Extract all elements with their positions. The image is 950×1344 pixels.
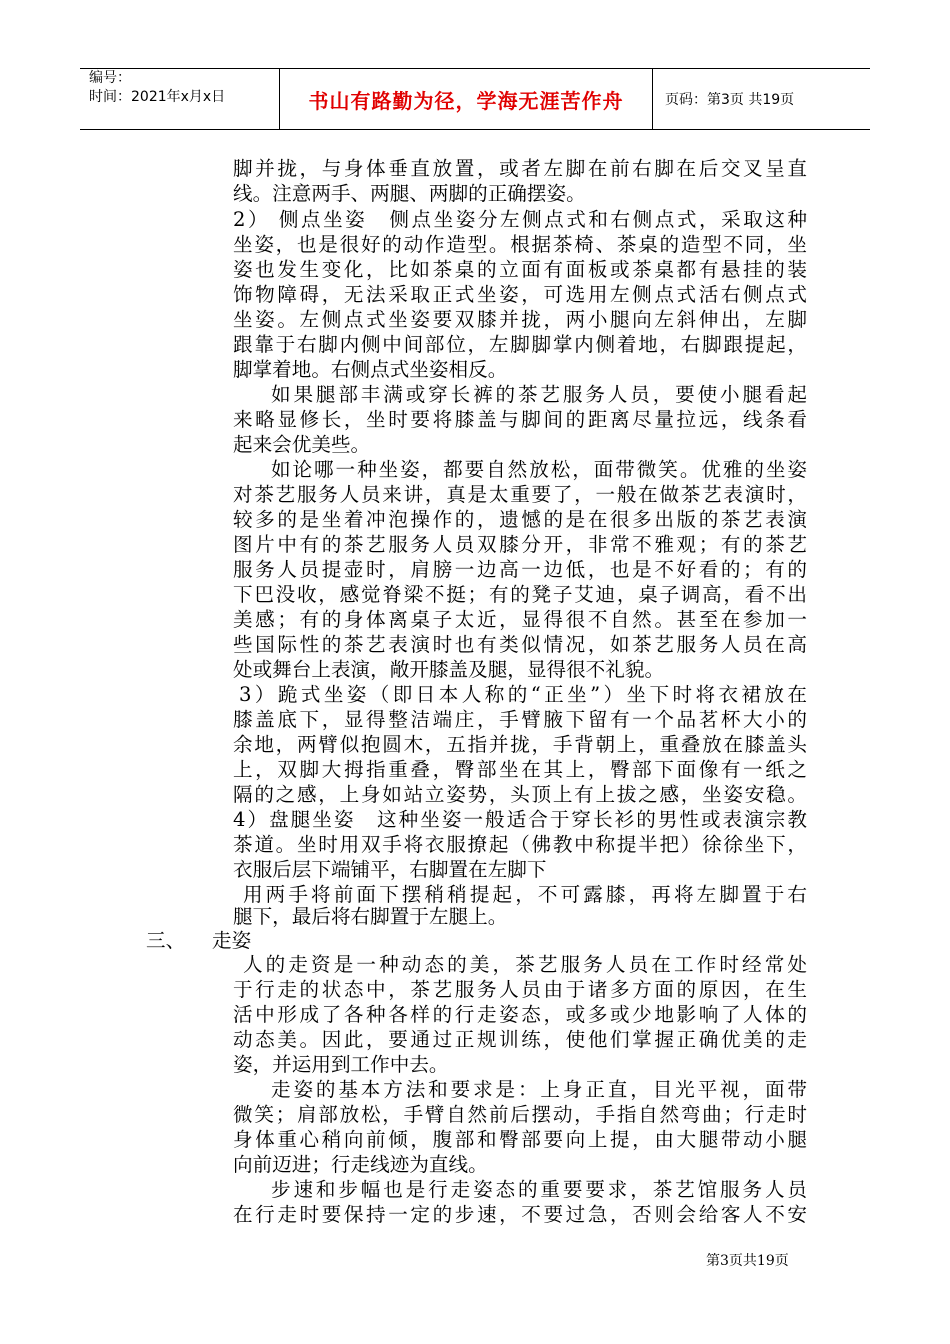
- text-line: 如果腿部丰满或穿长裤的茶艺服务人员，要使小腿看起: [271, 383, 807, 406]
- text-line: 步速和步幅也是行走姿态的重要要求，茶艺馆服务人员: [271, 1178, 807, 1201]
- text-line: 4）盘腿坐姿 这种坐姿一般适合于穿长衫的男性或表演宗教: [233, 808, 807, 831]
- text-line: 脚掌着地。右侧点式坐姿相反。: [233, 358, 508, 381]
- text-line: 活中形成了各种各样的行走姿态，或多或少地影响了人体的: [233, 1003, 807, 1026]
- text-line: 处或舞台上表演，敞开膝盖及腿，显得很不礼貌。: [233, 658, 665, 681]
- text-line: 来略显修长，坐时要将膝盖与脚间的距离尽量拉远，线条看: [233, 408, 807, 431]
- text-line: 上，双脚大拇指重叠，臀部坐在其上，臀部下面像有一纸之: [233, 758, 807, 781]
- text-line: 对茶艺服务人员来讲，真是太重要了，一般在做茶艺表演时，: [233, 483, 807, 506]
- text-line: 线。注意两手、两腿、两脚的正确摆姿。: [233, 182, 586, 205]
- text-line: 如论哪一种坐姿，都要自然放松，面带微笑。优雅的坐姿: [271, 458, 807, 481]
- document-code-label: 编号：: [89, 70, 131, 86]
- header-meta-cell: [80, 69, 280, 129]
- text-line: 姿也发生变化，比如茶桌的立面有面板或茶桌都有悬挂的装: [233, 258, 807, 281]
- header-motto: 书山有路勤为径，学海无涯苦作舟: [308, 88, 624, 113]
- document-header: [80, 68, 870, 130]
- text-line: 于行走的状态中，茶艺服务人员由于诸多方面的原因，在生: [233, 978, 807, 1001]
- text-line: 走姿的基本方法和要求是：上身正直，目光平视，面带: [271, 1078, 807, 1101]
- text-line: 些国际性的茶艺表演时也有类似情况，如茶艺服务人员在高: [233, 633, 807, 656]
- text-line: 美感；有的身体离桌子太近，显得很不自然。甚至在参加一: [233, 608, 807, 631]
- section-title: 走姿: [212, 929, 252, 952]
- text-line: 向前迈进；行走线迹为直线。: [233, 1153, 488, 1176]
- text-line: 在行走时要保持一定的步速，不要过急，否则会给客人不安: [233, 1203, 807, 1226]
- text-line: 坐姿。左侧点式坐姿要双膝并拢，两小腿向左斜伸出，左脚: [233, 308, 807, 331]
- text-line: 微笑；肩部放松，手臂自然前后摆动，手指自然弯曲；行走时: [233, 1103, 807, 1126]
- text-line: 坐姿，也是很好的动作造型。根据茶椅、茶桌的造型不同，坐: [233, 233, 807, 256]
- text-line: 较多的是坐着冲泡操作的，遗憾的是在很多出版的茶艺表演: [233, 508, 807, 531]
- text-line: 身体重心稍向前倾，腹部和臀部要向上提，由大腿带动小腿: [233, 1128, 807, 1151]
- text-line: 茶道。坐时用双手将衣服撩起（佛教中称提半把）徐徐坐下，: [233, 833, 807, 856]
- header-page-info: 页码：第3页 共19页: [665, 92, 795, 108]
- text-line: 图片中有的茶艺服务人员双膝分开，非常不雅观；有的茶艺: [233, 533, 807, 556]
- text-line: 2） 侧点坐姿 侧点坐姿分左侧点式和右侧点式，采取这种: [233, 208, 807, 231]
- header-page-cell: [653, 69, 870, 129]
- text-line: 人的走资是一种动态的美，茶艺服务人员在工作时经常处: [243, 953, 807, 976]
- text-line: 膝盖底下，显得整洁端庄，手臂腋下留有一个品茗杯大小的: [233, 708, 807, 731]
- header-motto-cell: [280, 69, 653, 129]
- text-line: 衣服后层下端铺平，右脚置在左脚下: [233, 858, 547, 881]
- document-time-label: 时间：2021年x月x日: [89, 89, 226, 105]
- text-line: 起来会优美些。: [233, 433, 371, 456]
- text-line: 下巴没收，感觉脊梁不挺；有的凳子艾迪，桌子调高，看不出: [233, 583, 807, 606]
- text-line: 用两手将前面下摆稍稍提起，不可露膝，再将左脚置于右: [243, 883, 807, 906]
- text-line: 3）跪式坐姿（即日本人称的“正坐”）坐下时将衣裙放在: [239, 683, 807, 706]
- text-line: 隔的之感，上身如站立姿势，头顶上有上拔之感，坐姿安稳。: [233, 783, 807, 806]
- text-line: 跟靠于右脚内侧中间部位，左脚脚掌内侧着地，右脚跟提起，: [233, 333, 807, 356]
- text-line: 脚并拢，与身体垂直放置，或者左脚在前右脚在后交叉呈直: [233, 157, 807, 180]
- text-line: 服务人员提壶时，肩膀一边高一边低，也是不好看的；有的: [233, 558, 807, 581]
- text-line: 动态美。因此，要通过正规训练，使他们掌握正确优美的走: [233, 1028, 807, 1051]
- text-line: 姿，并运用到工作中去。: [233, 1053, 449, 1076]
- page-footer: 第3页共19页: [706, 1253, 789, 1269]
- text-line: 余地，两臂似抱圆木，五指并拢，手背朝上，重叠放在膝盖头: [233, 733, 807, 756]
- text-line: 饰物障碍，无法采取正式坐姿，可选用左侧点式活右侧点式: [233, 283, 807, 306]
- text-line: 腿下，最后将右脚置于左腿上。: [233, 905, 508, 928]
- section-number: 三、: [146, 929, 186, 952]
